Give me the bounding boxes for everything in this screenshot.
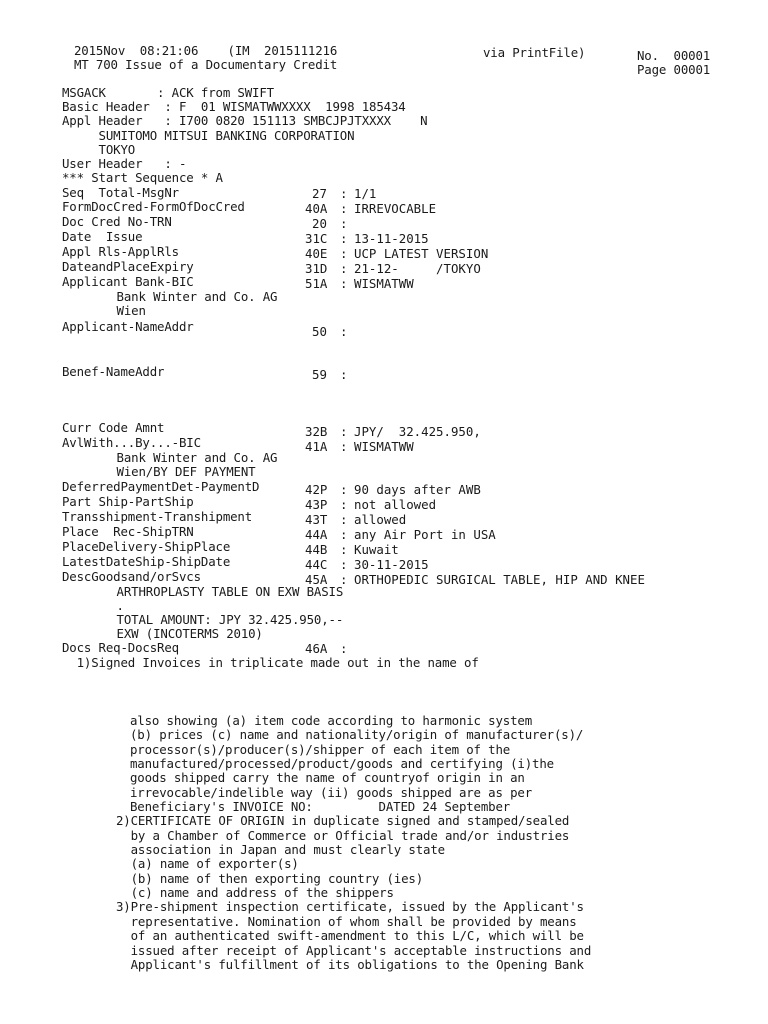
field-separator: : (340, 439, 348, 454)
msg-line: *** Start Sequence * A (62, 170, 223, 185)
field-code: 51A (305, 276, 328, 291)
docs-item-2-line: (c) name and address of the shippers (116, 885, 394, 900)
field-separator: : (340, 216, 348, 231)
goods-line: . (80, 598, 124, 613)
available-with-line: Bank Winter and Co. AG (80, 450, 278, 465)
header-via: via PrintFile) (483, 45, 586, 60)
docs-body-line: manufactured/processed/product/goods and certifying (i)the (130, 756, 554, 771)
docs-item-3-line: issued after receipt of Applicant's acceptable instructions and (116, 943, 592, 958)
docs-body-line: also showing (a) item code according to harmonic system (130, 713, 533, 728)
field-separator: : (340, 424, 348, 439)
field-code: 40A (305, 201, 328, 216)
field-label: DeferredPaymentDet-PaymentD (62, 479, 260, 494)
field-label: Docs Req-DocsReq (62, 640, 179, 655)
field-label: Transshipment-Transhipment (62, 509, 253, 524)
docs-item-2-line: (a) name of exporter(s) (116, 856, 299, 871)
msg-line: Basic Header : F 01 WISMATWWXXXX 1998 185434 (62, 99, 406, 114)
field-value: UCP LATEST VERSION (354, 246, 489, 261)
field-label: Applicant Bank-BIC (62, 274, 194, 289)
field-code: 43T (305, 512, 328, 527)
field-label: Benef-NameAddr (62, 364, 165, 379)
field-label: Appl Rls-ApplRls (62, 244, 179, 259)
field-code: 27 (312, 186, 327, 201)
docs-body-line: Beneficiary's INVOICE NO: DATED 24 September (130, 799, 511, 814)
docs-item-2-line: (b) name of then exporting country (ies) (116, 871, 424, 886)
header-number: No. 00001 (637, 48, 711, 63)
msg-line: MSGACK : ACK from SWIFT (62, 85, 274, 100)
field-label: LatestDateShip-ShipDate (62, 554, 231, 569)
goods-line: ARTHROPLASTY TABLE ON EXW BASIS (80, 584, 344, 599)
field-value: 13-11-2015 (354, 231, 429, 246)
msg-line: Appl Header : I700 0820 151113 SMBCJPJTXXXX N (62, 113, 428, 128)
field-label: Doc Cred No-TRN (62, 214, 172, 229)
field-label: Part Ship-PartShip (62, 494, 194, 509)
header-timestamp: 2015Nov 08:21:06 (IM 2015111216 (74, 43, 338, 58)
field-separator: : (340, 276, 348, 291)
docs-body-line: goods shipped carry the name of countryof origin in an (130, 770, 525, 785)
field-separator: : (340, 367, 348, 382)
field-code: 44C (305, 557, 328, 572)
docs-item-2-line: association in Japan and must clearly state (116, 842, 445, 857)
field-label: Place Rec-ShipTRN (62, 524, 194, 539)
msg-line: User Header : - (62, 156, 187, 171)
field-code: 32B (305, 424, 328, 439)
field-code: 45A (305, 572, 328, 587)
field-code: 40E (305, 246, 328, 261)
field-separator: : (340, 557, 348, 572)
field-separator: : (340, 246, 348, 261)
field-label: Curr Code Amnt (62, 420, 165, 435)
docs-item-3-line: of an authenticated swift-amendment to this L/C, which will be (116, 928, 584, 943)
docs-body-line: irrevocable/indelible way (ii) goods shipped are as per (130, 785, 533, 800)
field-separator: : (340, 186, 348, 201)
field-separator: : (340, 512, 348, 527)
field-code: 31D (305, 261, 328, 276)
field-separator: : (340, 201, 348, 216)
field-label: DescGoodsand/orSvcs (62, 569, 201, 584)
field-separator: : (340, 527, 348, 542)
field-code: 59 (312, 367, 327, 382)
field-value: ORTHOPEDIC SURGICAL TABLE, HIP AND KNEE (354, 572, 645, 587)
field-separator: : (340, 324, 348, 339)
field-separator: : (340, 231, 348, 246)
field-code: 44A (305, 527, 328, 542)
field-value: 90 days after AWB (354, 482, 481, 497)
docs-item-1: 1)Signed Invoices in triplicate made out in the name of (62, 655, 479, 670)
field-separator: : (340, 482, 348, 497)
field-value: 21-12- /TOKYO (354, 261, 481, 276)
field-label: AvlWith...By...-BIC (62, 435, 201, 450)
field-value: Kuwait (354, 542, 399, 557)
field-label: Applicant-NameAddr (62, 319, 194, 334)
field-value: allowed (354, 512, 407, 527)
field-value: not allowed (354, 497, 437, 512)
header-page: Page 00001 (637, 62, 711, 77)
field-code: 31C (305, 231, 328, 246)
docs-item-3-line: Applicant's fulfillment of its obligations to the Opening Bank (116, 957, 584, 972)
msg-line: SUMITOMO MITSUI BANKING CORPORATION (62, 128, 355, 143)
field-separator: : (340, 497, 348, 512)
field-value: JPY/ 32.425.950, (354, 424, 481, 439)
field-value: IRREVOCABLE (354, 201, 437, 216)
field-code: 20 (312, 216, 327, 231)
docs-item-3-line: representative. Nomination of whom shall be provided by means (116, 914, 577, 929)
docs-item-3-line: 3)Pre-shipment inspection certificate, issued by the Applicant's (116, 899, 584, 914)
field-label: PlaceDelivery-ShipPlace (62, 539, 231, 554)
field-value: 30-11-2015 (354, 557, 429, 572)
goods-line: TOTAL AMOUNT: JPY 32.425.950,-- (80, 612, 344, 627)
applicant-bank-line: Wien (80, 303, 146, 318)
field-code: 41A (305, 439, 328, 454)
field-code: 46A (305, 641, 328, 656)
field-code: 43P (305, 497, 328, 512)
docs-item-2-line: by a Chamber of Commerce or Official trade and/or industries (116, 828, 570, 843)
field-separator: : (340, 261, 348, 276)
header-message-type: MT 700 Issue of a Documentary Credit (74, 57, 338, 72)
docs-item-2-line: 2)CERTIFICATE OF ORIGIN in duplicate signed and stamped/sealed (116, 813, 570, 828)
msg-line: TOKYO (62, 142, 136, 157)
field-value: 1/1 (354, 186, 377, 201)
field-label: DateandPlaceExpiry (62, 259, 194, 274)
docs-body-line: processor(s)/producer(s)/shipper of each item of the (130, 742, 511, 757)
available-with-line: Wien/BY DEF PAYMENT (80, 464, 256, 479)
field-value: any Air Port in USA (354, 527, 496, 542)
field-label: Date Issue (62, 229, 143, 244)
field-value: WISMATWW (354, 276, 414, 291)
field-separator: : (340, 542, 348, 557)
field-code: 50 (312, 324, 327, 339)
field-value: WISMATWW (354, 439, 414, 454)
applicant-bank-line: Bank Winter and Co. AG (80, 289, 278, 304)
field-label: FormDocCred-FormOfDocCred (62, 199, 245, 214)
field-separator: : (340, 572, 348, 587)
field-label: Seq Total-MsgNr (62, 185, 179, 200)
docs-body-line: (b) prices (c) name and nationality/origin of manufacturer(s)/ (130, 727, 584, 742)
field-code: 44B (305, 542, 328, 557)
field-separator: : (340, 641, 348, 656)
field-code: 42P (305, 482, 328, 497)
goods-line: EXW (INCOTERMS 2010) (80, 626, 263, 641)
